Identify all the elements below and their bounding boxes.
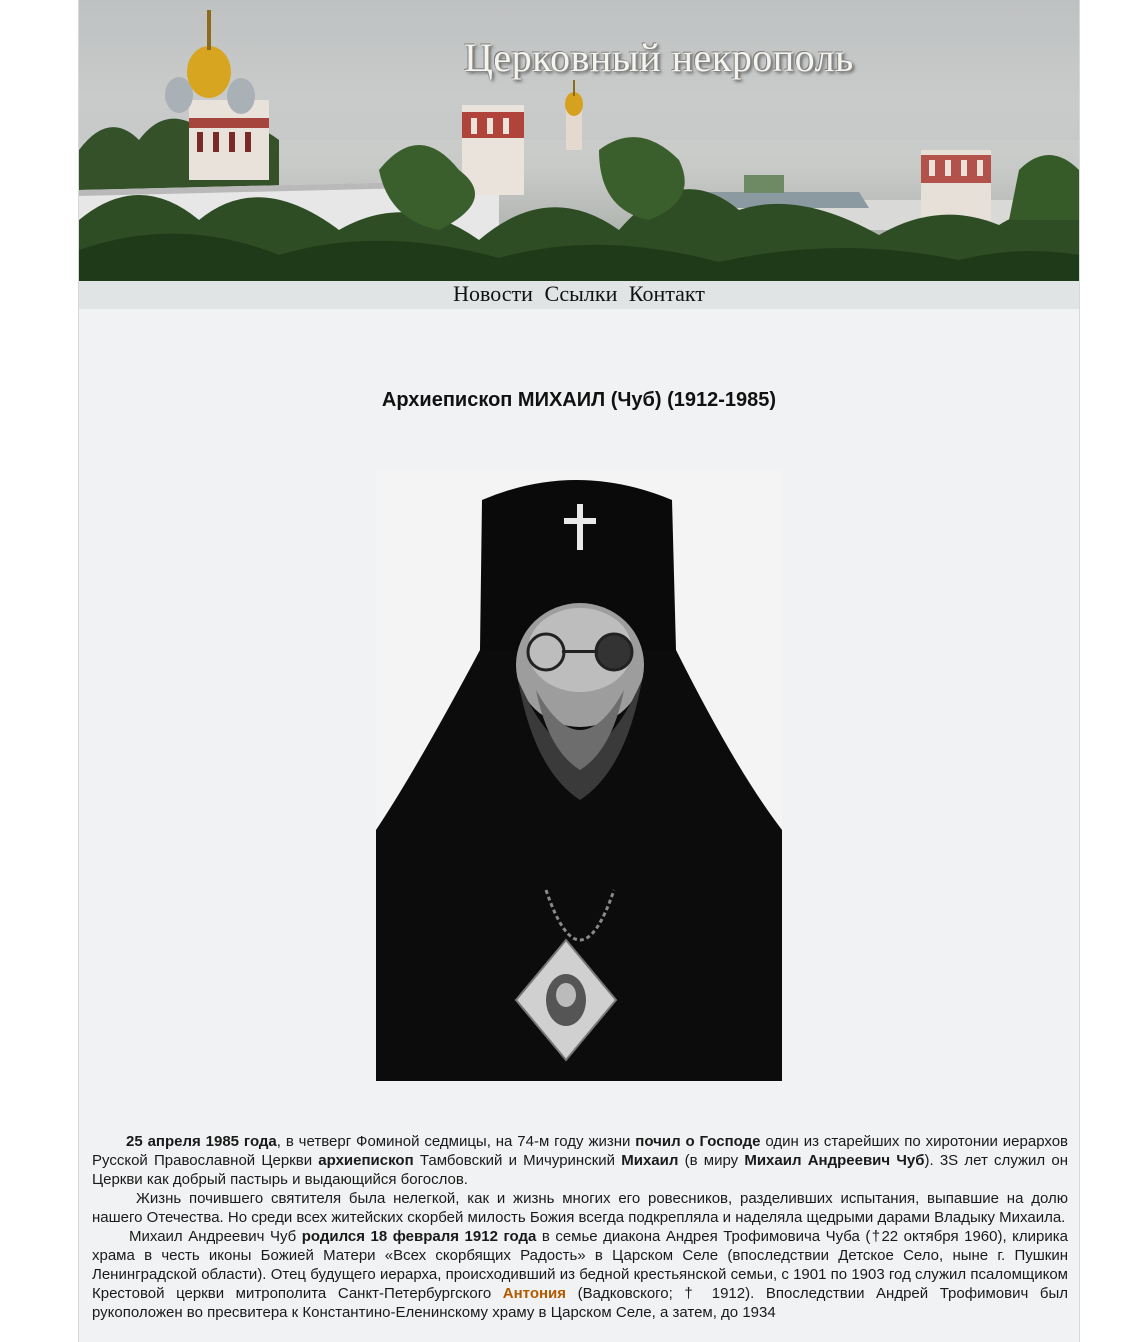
portrait-photo <box>376 470 782 1081</box>
paragraph-3: Михаил Андреевич Чуб родился 18 февраля 1912 года в семье диакона Андрея Трофимовича Чуба (†22 октября 1960), клирика храма в честь иконы Божией Матери «Всех скорбящих Радость» в Царском Селе (впоследствии Детское Село, ныне г. Пушкин Ленинградской области). Отец будущего иерарха, происходивший из бедной крестьянской семьи, с 1901 по 1903 год служил псаломщиком Крестовой церкви митрополита Санкт-Петербургского Антония (Вадковского; † 1912). Впоследствии Андрей Трофимович был рукоположен во пресвитера к Константино-Еленинскому храму в Царском Селе, а затем, до 1934 <box>92 1228 1068 1321</box>
date-text: 25 апреля 1985 года <box>126 1133 277 1150</box>
site-title: Церковный некрополь <box>464 35 854 80</box>
paragraph-1: 25 апреля 1985 года, в четверг Фоминой седмицы, на 74-м году жизни почил о Господе один из старейших по хиротонии иерархов Русской Православной Церкви архиепископ Тамбовский и Мичуринский Михаил (в миру Михаил Андреевич Чуб). 3S лет служил он Церкви как добрый пастырь и выдающийся богослов. <box>92 1133 1069 1188</box>
nav-news-link[interactable]: Новости <box>453 281 533 306</box>
antony-link[interactable]: Антония <box>502 1285 567 1302</box>
bishop-portrait-image <box>376 470 782 1081</box>
nav-contact-link[interactable]: Контакт <box>628 281 705 306</box>
header-banner <box>79 0 1079 281</box>
page-container <box>78 0 1080 1342</box>
nav-links-link[interactable]: Ссылки <box>544 281 618 306</box>
article-title: Архиепископ МИХАИЛ (Чуб) (1912-1985) <box>381 389 777 411</box>
paragraph-2: Жизнь почившего святителя была нелегкой, как и жизнь многих его ровесников, разделивших испытания, выпавшие на долю нашего Отечества. Но среди всех житейских скорбей милость Божия всегда подкрепляла и наделяла щедрыми дарами Владыку Михаила. <box>92 1190 1068 1226</box>
article-body <box>92 1132 1068 1322</box>
top-nav <box>79 281 1079 309</box>
